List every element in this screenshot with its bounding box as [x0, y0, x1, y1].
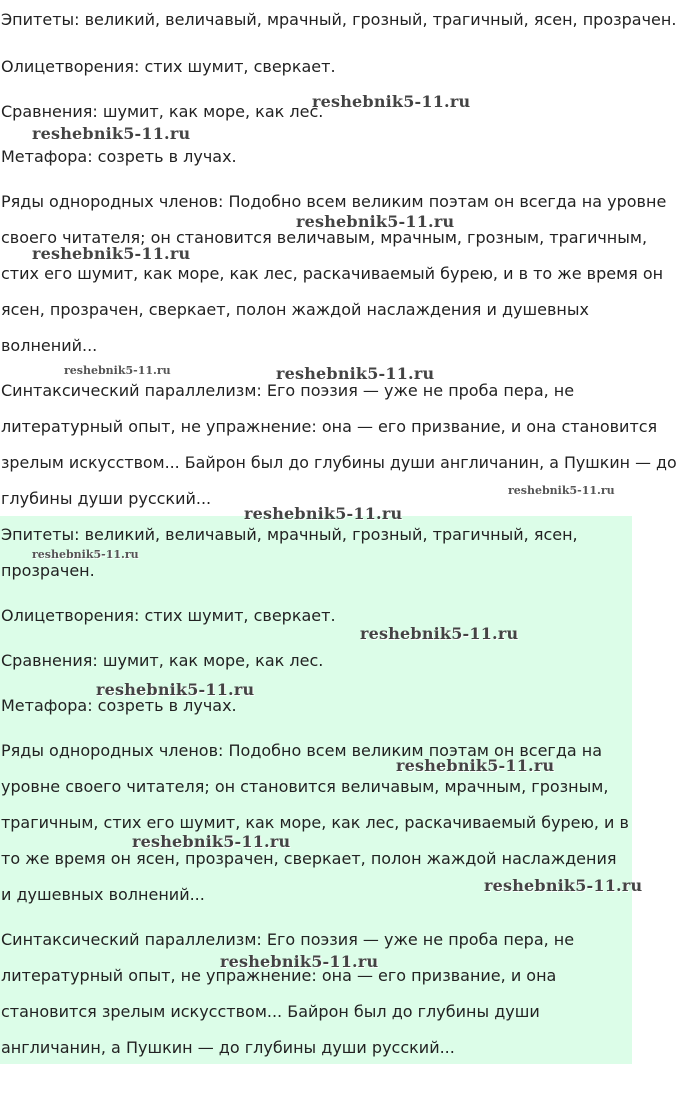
text-line: и душевных волнений... — [1, 885, 205, 904]
watermark: reshebnik5-11.ru — [360, 624, 519, 643]
text-line: зрелым искусством... Байрон был до глубины души англичанин, а Пушкин — до — [1, 453, 677, 472]
text-line: Эпитеты: великий, величавый, мрачный, грозный, трагичный, ясен, прозрачен. — [1, 10, 677, 29]
text-line: уровне своего читателя; он становится величавым, мрачным, грозным, — [1, 777, 609, 796]
text-line: Ряды однородных членов: Подобно всем великим поэтам он всегда на уровне — [1, 192, 667, 211]
text-block-highlighted — [0, 516, 632, 1064]
watermark: reshebnik5-11.ru — [276, 364, 435, 383]
watermark: reshebnik5-11.ru — [396, 756, 555, 775]
text-line: Эпитеты: великий, величавый, мрачный, грозный, трагичный, ясен, — [1, 525, 578, 544]
watermark: reshebnik5-11.ru — [244, 504, 403, 523]
watermark: reshebnik5-11.ru — [220, 952, 379, 971]
text-line: Олицетворения: стих шумит, сверкает. — [1, 606, 336, 625]
watermark: reshebnik5-11.ru — [312, 92, 471, 111]
text-line: прозрачен. — [1, 561, 95, 580]
watermark: reshebnik5-11.ru — [32, 548, 139, 561]
watermark: reshebnik5-11.ru — [508, 484, 615, 497]
text-line: волнений... — [1, 336, 98, 355]
text-line: англичанин, а Пушкин — до глубины души русский... — [1, 1038, 455, 1057]
watermark: reshebnik5-11.ru — [64, 364, 171, 377]
watermark: reshebnik5-11.ru — [96, 680, 255, 699]
text-line: своего читателя; он становится величавым, мрачным, грозным, трагичным, — [1, 228, 648, 247]
text-line: Синтаксический параллелизм: Его поэзия — уже не проба пера, не — [1, 381, 575, 400]
text-line: трагичным, стих его шумит, как море, как лес, раскачиваемый бурею, и в — [1, 813, 629, 832]
text-line: Ряды однородных членов: Подобно всем великим поэтам он всегда на — [1, 741, 603, 760]
watermark: reshebnik5-11.ru — [32, 124, 191, 143]
watermark: reshebnik5-11.ru — [296, 212, 455, 231]
text-line: становится зрелым искусством... Байрон был до глубины души — [1, 1002, 540, 1021]
watermark: reshebnik5-11.ru — [32, 244, 191, 263]
text-line: стих его шумит, как море, как лес, раскачиваемый бурею, и в то же время он — [1, 264, 664, 283]
text-line: литературный опыт, не упражнение: она — его призвание, и она — [1, 966, 557, 985]
text-line: глубины души русский... — [1, 489, 212, 508]
text-line: ясен, прозрачен, сверкает, полон жаждой наслаждения и душевных — [1, 300, 589, 319]
text-line: то же время он ясен, прозрачен, сверкает, полон жаждой наслаждения — [1, 849, 617, 868]
watermark: reshebnik5-11.ru — [484, 876, 643, 895]
text-line: Олицетворения: стих шумит, сверкает. — [1, 57, 336, 76]
text-line: Сравнения: шумит, как море, как лес. — [1, 651, 324, 670]
watermark: reshebnik5-11.ru — [132, 832, 291, 851]
text-line: Синтаксический параллелизм: Его поэзия — уже не проба пера, не — [1, 930, 575, 949]
text-line: Метафора: созреть в лучах. — [1, 147, 237, 166]
text-line: литературный опыт, не упражнение: она — его призвание, и она становится — [1, 417, 658, 436]
text-line: Сравнения: шумит, как море, как лес. — [1, 102, 324, 121]
text-line: Метафора: созреть в лучах. — [1, 696, 237, 715]
